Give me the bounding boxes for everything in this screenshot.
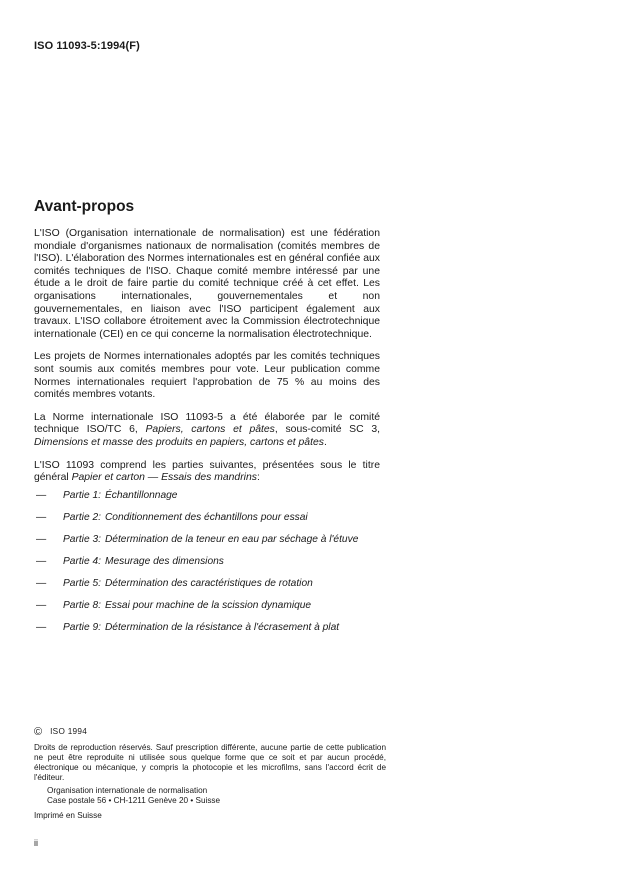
- part-title: Échantillonnage: [104, 489, 178, 501]
- parts-intro-prefix: L'ISO 11093 comprend les parties suivantes, présentées sous le titre général: [34, 459, 380, 484]
- part-title: Mesurage des dimensions: [104, 555, 224, 567]
- list-dash: —: [36, 599, 47, 611]
- paragraph-parts-intro: [34, 460, 380, 485]
- publisher-address: [34, 786, 386, 806]
- page-number: ii: [34, 838, 38, 848]
- list-item: [34, 556, 380, 578]
- part-title: Essai pour machine de la scission dynamique: [104, 599, 312, 611]
- part-label: Partie 9:: [63, 621, 101, 633]
- copyright-text: ISO 1994: [50, 727, 88, 736]
- part-label: Partie 2:: [63, 511, 101, 523]
- elaboration-prefix: La Norme internationale ISO 11093-5 a été élaborée par le comité technique ISO/TC 6,: [34, 411, 380, 436]
- part-label: Partie 5:: [63, 577, 101, 589]
- paragraph-iso-intro: L'ISO (Organisation internationale de normalisation) est une fédération mondiale d'organismes nationaux de normalisation (comités membres de l'ISO). L'élaboration des Normes internationales est en général confiée aux comités techniques de l'ISO. Chaque comité membre intéressé par une étude a le droit de faire partie du comité technique créé à cet effet. Les organisations internationales, gouvernementales et non gouvernementales, en liaison avec l'ISO participent également aux travaux. L'ISO collabore étroitement avec la Commission électrotechnique internationale (CEI) en ce qui concerne la normalisation électrotechnique.: [34, 228, 380, 340]
- part-label: Partie 1:: [63, 489, 101, 501]
- part-label: Partie 4:: [63, 555, 101, 567]
- committee-name: Papiers, cartons et pâtes: [145, 424, 275, 436]
- address-line: Organisation internationale de normalisation: [47, 786, 208, 795]
- copyright-footer: [34, 727, 386, 821]
- copyright-symbol-icon: ©: [34, 726, 43, 738]
- part-title: Détermination des caractéristiques de rotation: [104, 577, 313, 589]
- rights-notice: Droits de reproduction réservés. Sauf prescription différente, aucune partie de cette publication ne peut être reproduite ni utilisée sous quelque forme que ce soit et par aucun procédé, électronique ou mécanique, y compris la photocopie et les microfilms, sans l'accord écrit de l'éditeur.: [34, 743, 386, 782]
- paragraph-elaboration: [34, 412, 380, 450]
- list-dash: —: [36, 533, 47, 545]
- document-identifier: ISO 11093-5:1994(F): [34, 40, 140, 52]
- address-line: Case postale 56 • CH-1211 Genève 20 • Suisse: [47, 796, 221, 805]
- parts-intro-suffix: :: [256, 472, 260, 484]
- subcommittee-name: Dimensions et masse des produits en papiers, cartons et pâtes: [34, 436, 324, 448]
- foreword-body: [34, 228, 380, 644]
- list-item: [34, 600, 380, 622]
- foreword-title: Avant-propos: [34, 198, 135, 215]
- paragraph-voting: Les projets de Normes internationales adoptés par les comités techniques sont soumis aux comités membres pour vote. Leur publication comme Normes internationales requiert l'approbation de 75 % au moins des comités membres votants.: [34, 351, 380, 401]
- parts-list: [34, 490, 380, 644]
- list-dash: —: [36, 621, 47, 633]
- list-item: [34, 578, 380, 600]
- list-dash: —: [36, 555, 47, 567]
- list-item: [34, 534, 380, 556]
- list-item: [34, 622, 380, 644]
- part-label: Partie 8:: [63, 599, 101, 611]
- printed-in: Imprimé en Suisse: [34, 811, 102, 820]
- list-item: [34, 490, 380, 512]
- elaboration-middle: , sous-comité SC 3,: [274, 424, 380, 436]
- general-title: Papier et carton — Essais des mandrins: [71, 472, 257, 484]
- elaboration-suffix: .: [323, 436, 327, 448]
- part-title: Détermination de la résistance à l'écrasement à plat: [104, 621, 340, 633]
- list-dash: —: [36, 489, 47, 501]
- part-label: Partie 3:: [63, 533, 101, 545]
- part-title: Conditionnement des échantillons pour essai: [104, 511, 308, 523]
- list-dash: —: [36, 511, 47, 523]
- part-title: Détermination de la teneur en eau par séchage à l'étuve: [104, 533, 359, 545]
- list-item: [34, 512, 380, 534]
- list-dash: —: [36, 577, 47, 589]
- copyright-line: [34, 727, 386, 737]
